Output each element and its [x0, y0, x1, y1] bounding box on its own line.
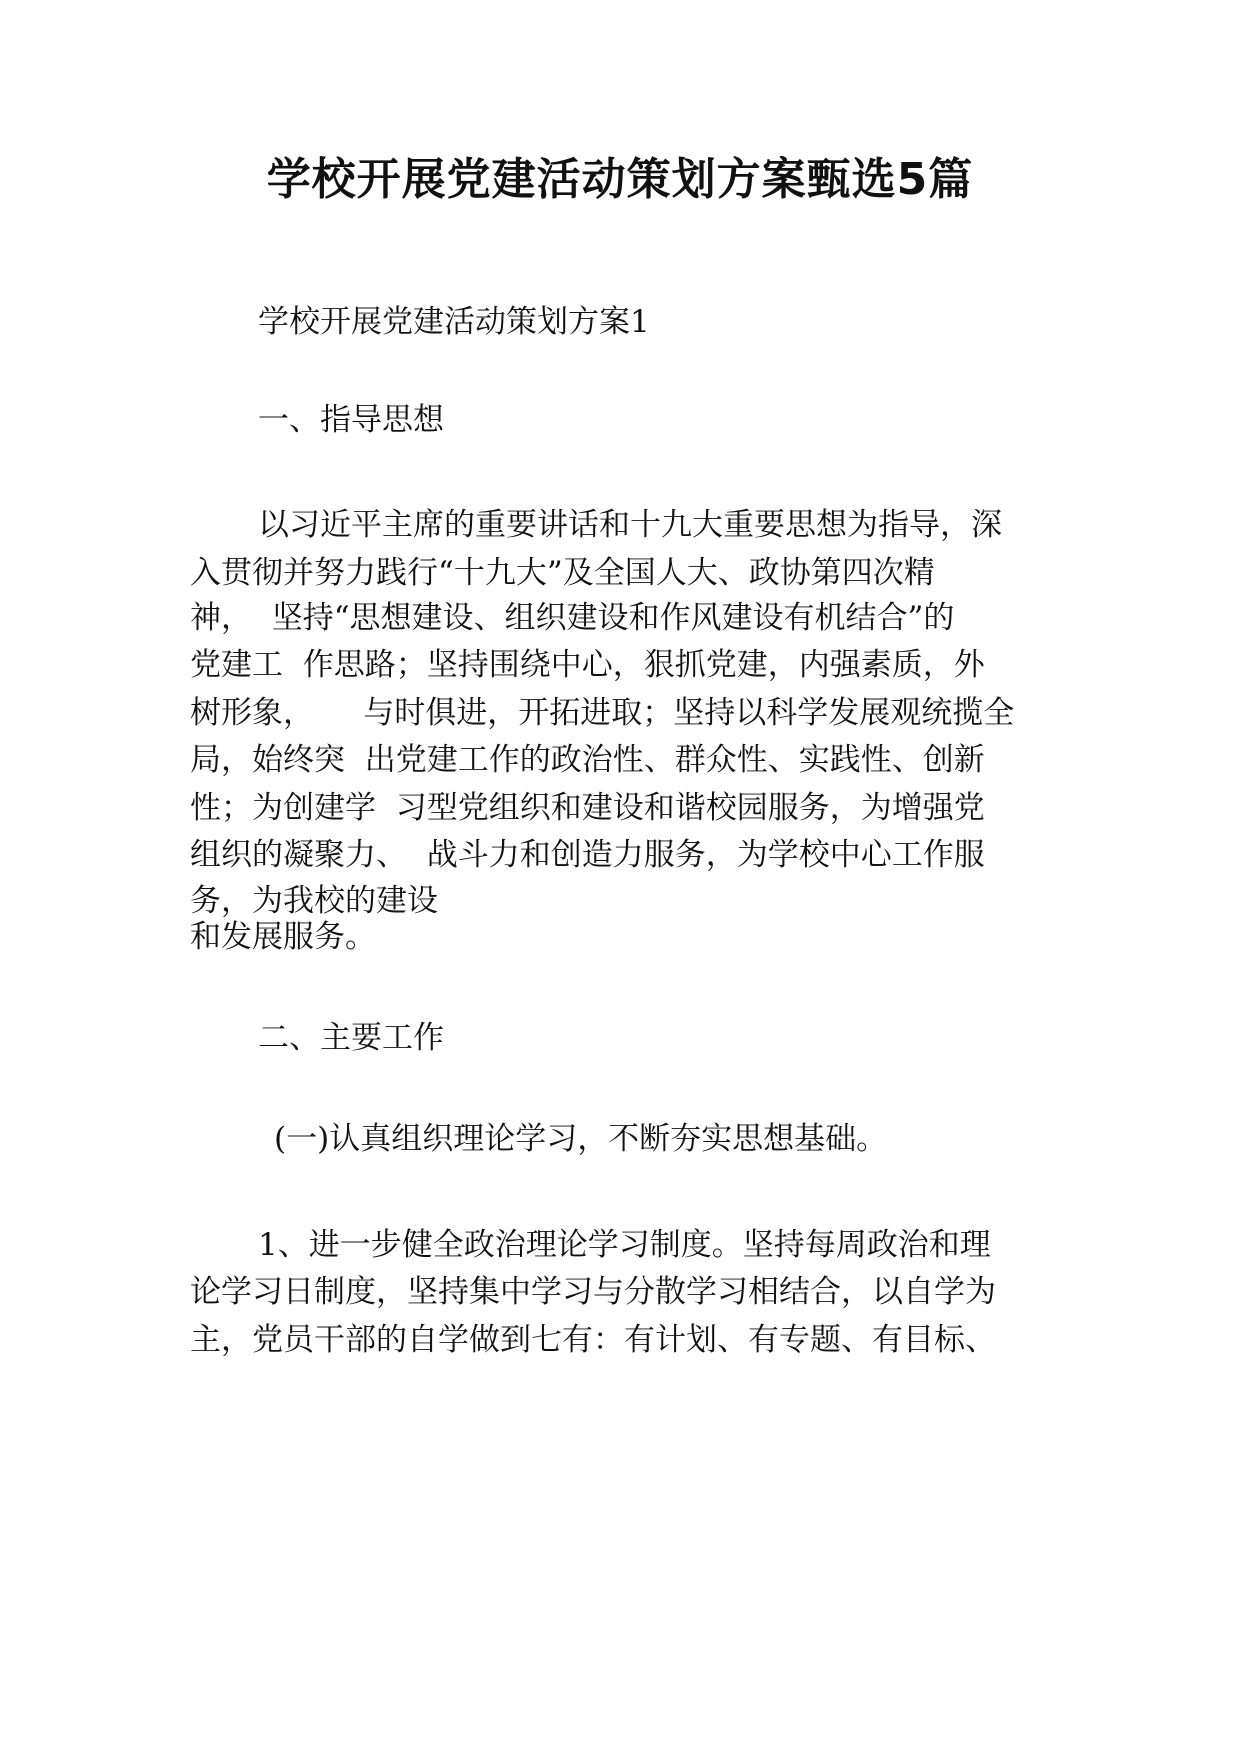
subsection-heading-theory-study: (一)认真组织理论学习，不断夯实思想基础。 — [274, 1121, 888, 1157]
document-title: 学校开展党建活动策划方案甄选5篇 — [266, 154, 974, 205]
paragraph-line: 务，为我校的建设 — [190, 883, 438, 919]
paragraph-line: 党建工 作思路；坚持围绕中心，狠抓党建，内强素质，外 — [190, 647, 985, 683]
paragraph-line: 主，党员干部的自学做到七有：有计划、有专题、有目标、 — [190, 1322, 996, 1358]
paragraph-line: 以习近平主席的重要讲话和十九大重要思想为指导，深 — [258, 507, 1002, 543]
paragraph-line: 组织的凝聚力、 战斗力和创造力服务，为学校中心工作服 — [190, 837, 985, 873]
document-subtitle: 学校开展党建活动策划方案1 — [258, 304, 650, 340]
paragraph-line: 局，始终突 出党建工作的政治性、群众性、实践性、创新 — [190, 742, 985, 778]
paragraph-line: 1、进一步健全政治理论学习制度。坚持每周政治和理 — [258, 1227, 991, 1263]
section-heading-main-work: 二、主要工作 — [258, 1020, 444, 1056]
paragraph-line: 神， 坚持“思想建设、组织建设和作风建设有机结合”的 — [190, 600, 955, 636]
paragraph-line: 性；为创建学 习型党组织和建设和谐校园服务，为增强党 — [190, 790, 985, 826]
paragraph-line: 论学习日制度，坚持集中学习与分散学习相结合，以自学为 — [190, 1274, 996, 1310]
section-heading-guiding-ideology: 一、指导思想 — [258, 402, 444, 438]
paragraph-line: 树形象， 与时俱进，开拓进取；坚持以科学发展观统揽全 — [190, 695, 1015, 731]
paragraph-line: 和发展服务。 — [190, 919, 376, 955]
paragraph-line: 入贯彻并努力践行“十九大”及全国人大、政协第四次精 — [190, 555, 935, 591]
